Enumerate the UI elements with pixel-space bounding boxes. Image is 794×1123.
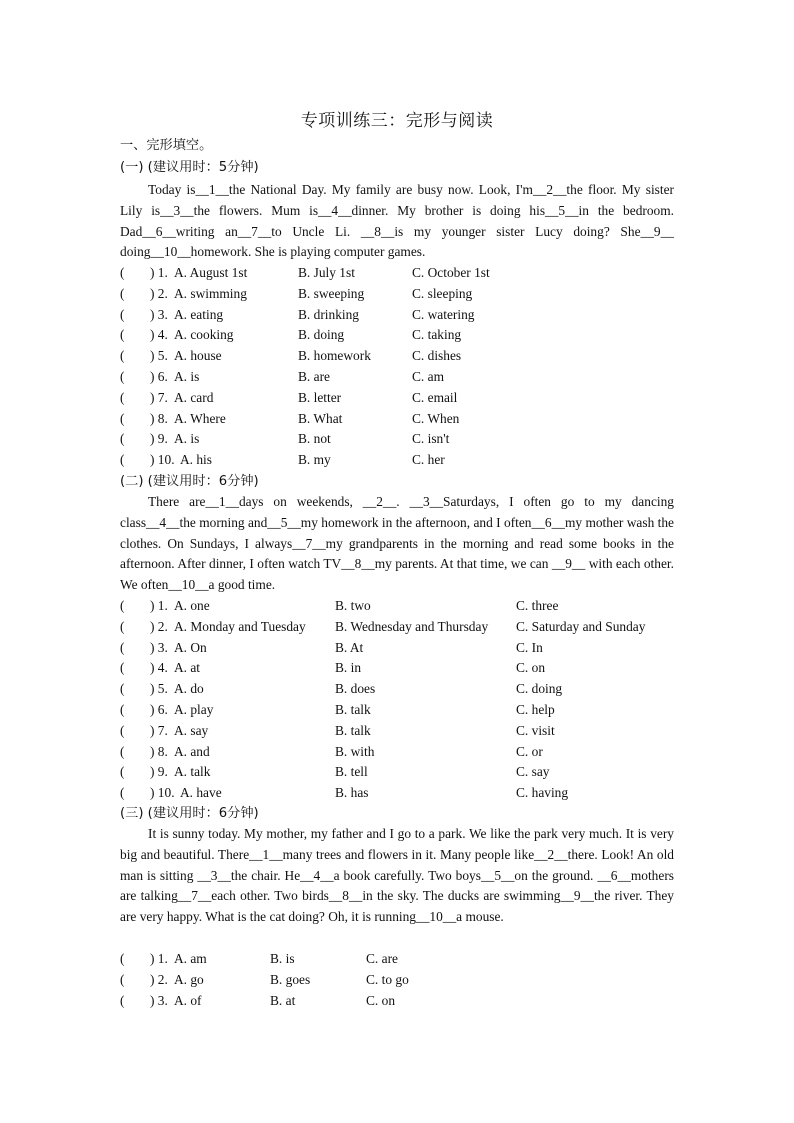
option-a[interactable]: A. at: [174, 660, 201, 676]
question-row: [120, 450, 680, 471]
question-number: ) 2.: [150, 285, 168, 301]
part-2-passage-text: There are__1__days on weekends, __2__. __3__Saturdays, I often go to my dancing class__4__the morning and__5__my homework in the afternoon, and I often__6__my mother wash the clothes. On Sundays, I always__7__my grandparents in the morning and read some books in the afternoon. After dinner, I often watch TV__8__my parents. At that time, we can __9__ with each other. We often__10__a good time.: [120, 494, 674, 593]
option-b[interactable]: B. At: [335, 639, 364, 655]
question-row: [120, 991, 680, 1012]
answer-blank[interactable]: (: [120, 681, 125, 697]
option-c[interactable]: C. her: [412, 452, 445, 468]
question-number: ) 7.: [150, 389, 168, 405]
option-b[interactable]: B. letter: [298, 389, 342, 405]
answer-blank[interactable]: (: [120, 389, 125, 405]
answer-blank[interactable]: (: [120, 639, 125, 655]
question-row: [120, 429, 680, 450]
option-b[interactable]: B. two: [335, 598, 371, 613]
option-c[interactable]: C. are: [366, 951, 398, 966]
option-b[interactable]: B. July 1st: [298, 265, 355, 280]
option-b[interactable]: B. Wednesday and Thursday: [335, 618, 489, 634]
question-row: [120, 658, 680, 679]
question-row: [120, 367, 680, 388]
question-row: [120, 783, 680, 804]
option-a[interactable]: A. card: [174, 389, 214, 405]
question-row: [120, 305, 680, 326]
question-number: ) 4.: [150, 327, 168, 343]
option-b[interactable]: B. with: [335, 743, 375, 759]
option-b[interactable]: B. my: [298, 452, 331, 468]
question-number: ) 1.: [150, 598, 168, 613]
question-row: [120, 284, 680, 305]
question-number: ) 10.: [150, 452, 175, 468]
option-b[interactable]: B. homework: [298, 348, 371, 364]
option-b[interactable]: B. tell: [335, 764, 368, 780]
answer-blank[interactable]: (: [120, 743, 125, 759]
part-1-passage: [120, 180, 674, 263]
option-a[interactable]: A. and: [174, 743, 210, 759]
option-b[interactable]: B. goes: [270, 971, 311, 987]
answer-blank[interactable]: (: [120, 618, 125, 634]
question-number: ) 10.: [150, 785, 175, 801]
answer-blank[interactable]: (: [120, 410, 125, 426]
option-b[interactable]: B. talk: [335, 722, 371, 738]
part-3-passage-text: It is sunny today. My mother, my father and I go to a park. We like the park very much. It is very big and beautiful. There__1__many trees and flowers in it. Many people like__2__there. Look! An old man is sitting __3__the chair. He__4__a book carefully. Two boys__5__on the ground. __6__mothers are talking__7__each other. Two birds__8__in the sky. The ducks are swimming__9__the river. They are very happy. What is the cat doing? Oh, it is running__10__a mouse.: [120, 826, 674, 925]
question-number: ) 5.: [150, 348, 168, 364]
answer-blank[interactable]: (: [120, 348, 125, 364]
option-c[interactable]: C. three: [516, 598, 559, 613]
answer-blank[interactable]: (: [120, 951, 125, 966]
option-c[interactable]: C. on: [516, 660, 546, 676]
question-number: ) 7.: [150, 722, 168, 738]
option-c[interactable]: C. When: [412, 410, 460, 426]
option-c[interactable]: C. or: [516, 743, 543, 759]
page-title: 专项训练三：完形与阅读: [300, 111, 494, 131]
question-row: [120, 721, 680, 742]
question-number: ) 4.: [150, 660, 168, 676]
option-b[interactable]: B. drinking: [298, 306, 360, 322]
answer-blank[interactable]: (: [120, 785, 125, 801]
question-number: ) 3.: [150, 306, 168, 322]
question-number: ) 2.: [150, 618, 168, 634]
option-b[interactable]: B. has: [335, 785, 369, 801]
option-c[interactable]: C. say: [516, 764, 550, 780]
question-number: ) 6.: [150, 702, 168, 717]
option-a[interactable]: A. is: [174, 431, 200, 447]
option-c[interactable]: C. on: [366, 992, 396, 1008]
option-a[interactable]: A. On: [174, 639, 207, 655]
option-a[interactable]: A. talk: [174, 764, 211, 780]
option-c[interactable]: C. October 1st: [412, 265, 490, 280]
part-2-passage: [120, 492, 674, 596]
part-3-heading: (三) (建议用时：6分钟): [120, 806, 259, 821]
question-row: [120, 346, 680, 367]
option-c[interactable]: C. taking: [412, 327, 462, 343]
option-a[interactable]: A. have: [180, 785, 222, 801]
answer-blank[interactable]: (: [120, 722, 125, 738]
option-a[interactable]: A. play: [174, 702, 214, 717]
option-c[interactable]: C. to go: [366, 971, 409, 987]
question-row: [120, 949, 680, 970]
option-a[interactable]: A. am: [174, 951, 207, 966]
question-number: ) 1.: [150, 265, 168, 280]
answer-blank[interactable]: (: [120, 306, 125, 322]
option-b[interactable]: B. are: [298, 369, 330, 384]
question-row: [120, 263, 680, 284]
answer-blank[interactable]: (: [120, 285, 125, 301]
option-a[interactable]: A. do: [174, 681, 204, 697]
option-a[interactable]: A. August 1st: [174, 265, 248, 280]
option-a[interactable]: A. say: [174, 722, 209, 738]
question-row: [120, 700, 680, 721]
answer-blank[interactable]: (: [120, 431, 125, 447]
question-number: ) 5.: [150, 681, 168, 697]
part-3-passage: [120, 824, 674, 928]
question-row: [120, 409, 680, 430]
question-number: ) 9.: [150, 431, 168, 447]
option-b[interactable]: B. sweeping: [298, 285, 365, 301]
answer-blank[interactable]: (: [120, 369, 125, 384]
answer-blank[interactable]: (: [120, 660, 125, 676]
option-a[interactable]: A. is: [174, 369, 200, 384]
option-a[interactable]: A. one: [174, 598, 210, 613]
answer-blank[interactable]: (: [120, 992, 125, 1008]
option-b[interactable]: B. is: [270, 951, 295, 966]
option-c[interactable]: C. sleeping: [412, 285, 473, 301]
option-b[interactable]: B. does: [335, 681, 376, 697]
option-c[interactable]: C. In: [516, 639, 543, 655]
question-row: [120, 596, 680, 617]
option-c[interactable]: C. help: [516, 702, 555, 717]
question-number: ) 8.: [150, 743, 168, 759]
option-c[interactable]: C. email: [412, 389, 458, 405]
section-heading: 一、完形填空。: [120, 138, 213, 153]
option-b[interactable]: B. doing: [298, 327, 345, 343]
option-c[interactable]: C. am: [412, 369, 444, 384]
question-number: ) 1.: [150, 951, 168, 966]
question-row: [120, 762, 680, 783]
answer-blank[interactable]: (: [120, 598, 125, 613]
part-1-heading: (一) (建议用时：5分钟): [120, 160, 259, 175]
question-number: ) 9.: [150, 764, 168, 780]
question-row: [120, 325, 680, 346]
question-row: [120, 617, 680, 638]
option-c[interactable]: C. watering: [412, 306, 475, 322]
answer-blank[interactable]: (: [120, 452, 125, 468]
option-b[interactable]: B. talk: [335, 702, 371, 717]
answer-blank[interactable]: (: [120, 764, 125, 780]
answer-blank[interactable]: (: [120, 265, 125, 280]
option-c[interactable]: C. isn't: [412, 431, 450, 447]
question-row: [120, 638, 680, 659]
option-b[interactable]: B. What: [298, 410, 343, 426]
answer-blank[interactable]: (: [120, 702, 125, 717]
question-row: [120, 742, 680, 763]
option-a[interactable]: A. go: [174, 971, 204, 987]
option-b[interactable]: B. not: [298, 431, 331, 447]
option-c[interactable]: C. doing: [516, 681, 563, 697]
answer-blank[interactable]: (: [120, 971, 125, 987]
option-a[interactable]: A. his: [180, 452, 212, 468]
question-number: ) 3.: [150, 992, 168, 1008]
question-number: ) 2.: [150, 971, 168, 987]
question-row: [120, 679, 680, 700]
option-c[interactable]: C. dishes: [412, 348, 462, 364]
option-a[interactable]: A. house: [174, 348, 222, 364]
question-number: ) 6.: [150, 369, 168, 384]
question-row: [120, 970, 680, 991]
question-number: ) 8.: [150, 410, 168, 426]
option-b[interactable]: B. at: [270, 992, 296, 1008]
option-a[interactable]: A. eating: [174, 306, 224, 322]
option-b[interactable]: B. in: [335, 660, 362, 676]
question-row: [120, 388, 680, 409]
part-2-heading: (二) (建议用时：6分钟): [120, 474, 259, 489]
part-1-passage-text: Today is__1__the National Day. My family are busy now. Look, I'm__2__the floor. My sister Lily is__3__the flowers. Mum is__4__dinner. My brother is doing his__5__in the bedroom. Dad__6__writing an__7__to Uncle Li. __8__is my younger sister Lucy doing? She__9__ doing__10__homework. She is playing computer games.: [120, 182, 674, 260]
option-a[interactable]: A. Monday and Tuesday: [174, 618, 306, 634]
option-a[interactable]: A. cooking: [174, 327, 234, 343]
option-c[interactable]: C. Saturday and Sunday: [516, 618, 646, 634]
option-a[interactable]: A. swimming: [174, 285, 247, 301]
option-c[interactable]: C. visit: [516, 722, 555, 738]
question-number: ) 3.: [150, 639, 168, 655]
option-a[interactable]: A. Where: [174, 410, 226, 426]
option-c[interactable]: C. having: [516, 785, 569, 801]
option-a[interactable]: A. of: [174, 992, 202, 1008]
answer-blank[interactable]: (: [120, 327, 125, 343]
